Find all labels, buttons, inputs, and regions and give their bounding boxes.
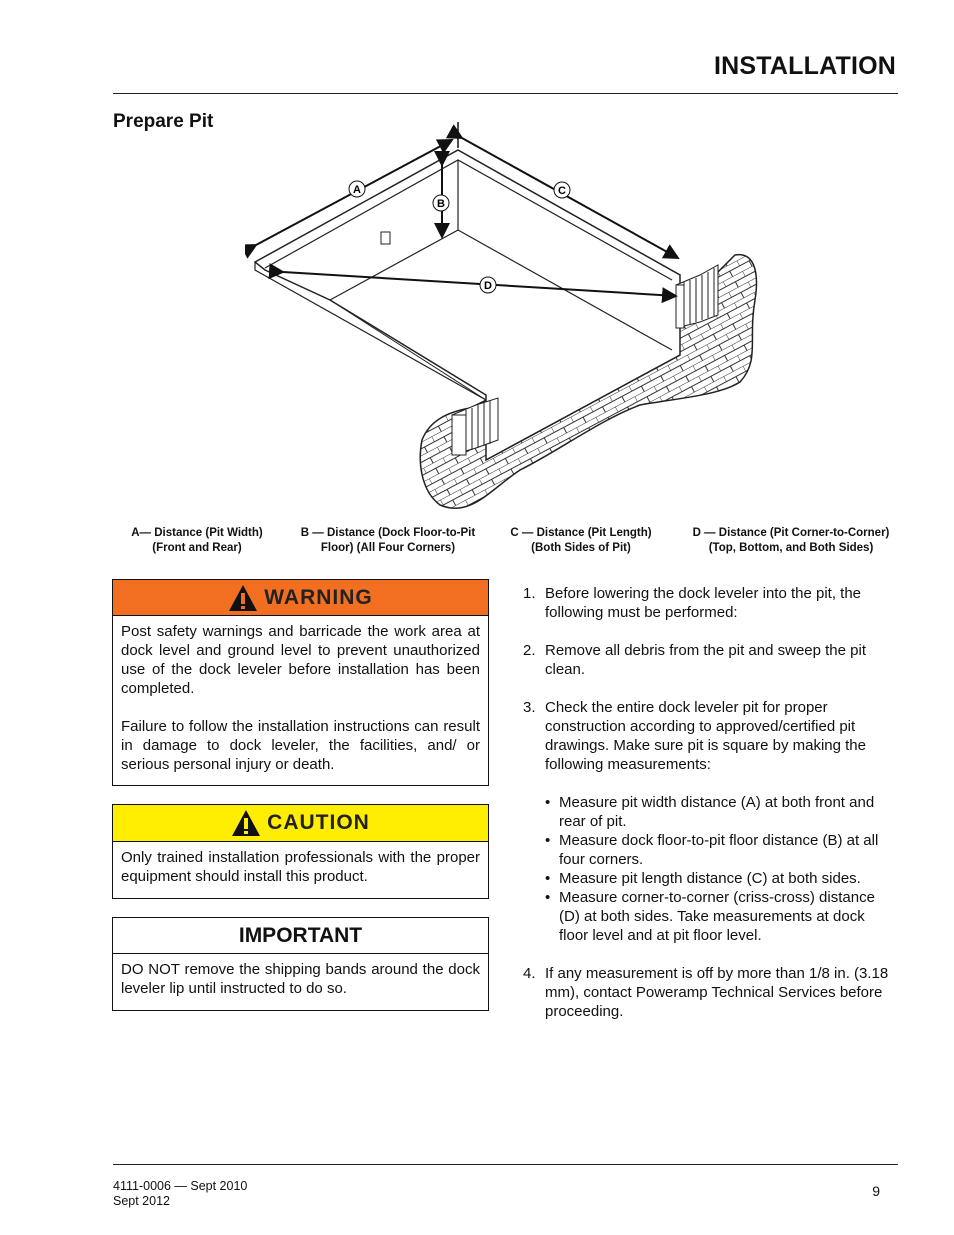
warning-header — [113, 580, 488, 616]
warning-triangle-icon — [228, 584, 258, 612]
page-number: 9 — [872, 1183, 880, 1199]
label-b: B — [437, 198, 445, 210]
caption-b: B — Distance (Dock Floor-to-Pit Floor) (All Four Corners) — [300, 527, 476, 554]
bullet-item: • Measure pit width distance (A) at both front and rear of pit. — [545, 794, 875, 830]
instruction-steps — [523, 584, 898, 1040]
bullet-item: • Measure pit length distance (C) at both sides. — [545, 870, 861, 887]
label-a: A — [353, 184, 361, 196]
warning-body — [113, 616, 488, 774]
footer-doc-number: 4111-0006 — Sept 2010 — [113, 1179, 248, 1193]
caption-a: A— Distance (Pit Width) (Front and Rear) — [131, 527, 263, 554]
important-body — [113, 954, 488, 998]
caution-box — [112, 804, 489, 899]
important-label: IMPORTANT — [238, 923, 363, 947]
caution-triangle-icon — [231, 809, 261, 837]
caution-body — [113, 842, 488, 886]
important-box — [112, 917, 489, 1011]
footer-rule — [113, 1164, 898, 1165]
section-title: Prepare Pit — [113, 111, 214, 132]
caption-c: C — Distance (Pit Length) (Both Sides of Pit) — [510, 527, 652, 554]
footer-doc-info — [113, 1179, 247, 1209]
warning-text-2: Failure to follow the installation instructions can result in damage to dock leveler, the facilities, and/ or serious personal injury or death. — [121, 718, 480, 773]
bullet-item: • Measure corner-to-corner (criss-cross) distance (D) at both sides. Take measurements at dock floor level and at pit floor level. — [545, 889, 875, 944]
label-d: D — [484, 280, 492, 292]
list-item: 1. Before lowering the dock leveler into the pit, the following must be performed: — [523, 585, 862, 621]
list-item: 2. Remove all debris from the pit and sweep the pit clean. — [523, 642, 866, 678]
footer-revision: Sept 2012 — [113, 1194, 170, 1208]
list-item: 4. If any measurement is off by more than 1/8 in. (3.18 mm), contact Poweramp Technical Services before proceeding. — [523, 965, 889, 1020]
list-item: 3. Check the entire dock leveler pit for proper construction according to approved/certified pit drawings. Make sure pit is square by making the following measurements: • Measure pit width distance (A) at both front and rear of pit. • Measure dock floor-to-pit floor distance (B) at all four corners. • Measure pit length distance (C) at both sides. • Measure corner-to-corner (criss-cross) distance (D) at both sides. Take measurements at dock floor level and at pit floor level. — [523, 698, 898, 945]
warning-label: WARNING — [264, 585, 373, 609]
label-c: C — [558, 185, 566, 197]
important-header — [113, 918, 488, 954]
warning-text-1: Post safety warnings and barricade the work area at dock level and ground level to prevent unauthorized use of the dock leveler before installation has been completed. — [121, 623, 480, 697]
caution-header — [113, 805, 488, 842]
header-rule — [113, 93, 898, 94]
measurement-bullets — [545, 793, 898, 945]
page-title: INSTALLATION — [713, 52, 896, 80]
caution-label: CAUTION — [267, 811, 370, 834]
pit-diagram — [245, 120, 765, 520]
warning-box — [112, 579, 489, 786]
caution-text: Only trained installation professionals with the proper equipment should install this product. — [121, 849, 480, 885]
important-text: DO NOT remove the shipping bands around the dock leveler lip until instructed to do so. — [121, 961, 480, 997]
bullet-item: • Measure dock floor-to-pit floor distance (B) at all four corners. — [545, 832, 879, 868]
caption-d: D — Distance (Pit Corner-to-Corner) (Top, Bottom, and Both Sides) — [692, 527, 890, 554]
